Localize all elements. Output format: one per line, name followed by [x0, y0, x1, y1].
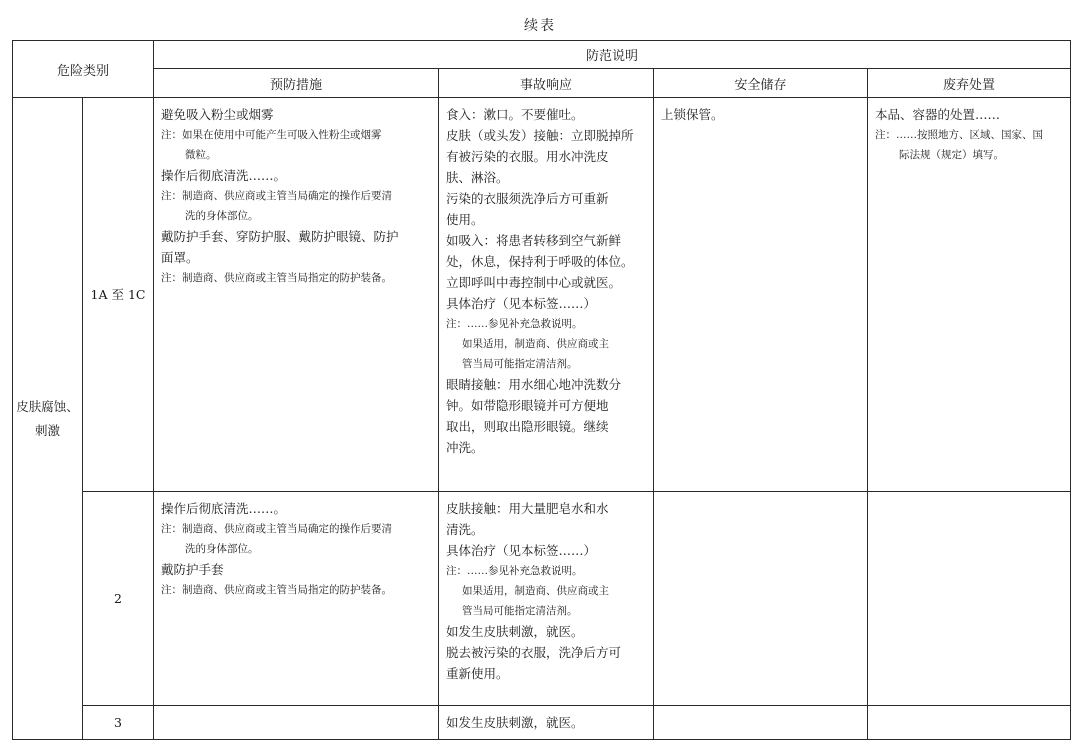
- subcategory-cell: 3: [83, 705, 154, 739]
- response-note-line: 注：……参见补充急救说明。: [446, 318, 583, 331]
- header-disposal: 废弃处置: [868, 69, 1071, 98]
- disposal-line: 本品、容器的处置……: [875, 107, 1001, 123]
- response-line: 眼睛接触：用水细心地冲洗数分: [446, 377, 622, 393]
- prevention-note-line: 注：如果在使用中可能产生可吸入性粉尘或烟雾: [161, 129, 382, 142]
- response-line: 具体治疗（见本标签……）: [446, 542, 597, 558]
- prevention-line: 戴防护手套、穿防护服、戴防护眼镜、防护: [161, 229, 399, 245]
- response-line: 脱去被污染的衣服，洗净后方可: [446, 644, 622, 660]
- prevention-note-line: 洗的身体部位。: [185, 210, 259, 223]
- prevention-note-line: 注：制造商、供应商或主管当局确定的操作后要清: [161, 522, 393, 535]
- prevention-note-line: 注：制造商、供应商或主管当局指定的防护装备。: [161, 272, 393, 285]
- response-line: 重新使用。: [446, 665, 509, 681]
- response-note: [446, 314, 647, 374]
- prevention-note-line: 注：制造商、供应商或主管当局指定的防护装备。: [161, 583, 393, 596]
- header-prevention: 预防措施: [154, 69, 439, 98]
- response-line: 皮肤接触：用大量肥皂水和水: [446, 500, 609, 516]
- response-line: 污染的衣服须洗净后方可重新: [446, 191, 609, 207]
- prevention-note-line: 洗的身体部位。: [185, 542, 259, 555]
- response-cell: [439, 491, 654, 705]
- response-note-line: 管当局可能指定清洁剂。: [462, 604, 578, 617]
- storage-cell: [654, 491, 868, 705]
- response-line: 处，休息，保持利于呼吸的体位。: [446, 254, 634, 270]
- prevention-line: 戴防护手套: [161, 561, 224, 577]
- response-cell: [439, 705, 654, 739]
- header-storage: 安全储存: [654, 69, 868, 98]
- response-line: 取出，则取出隐形眼镜。继续: [446, 419, 609, 435]
- prevention-note: [161, 186, 432, 226]
- header-precaution-statement: 防范说明: [154, 41, 1071, 69]
- prevention-line: 操作后彻底清洗……。: [161, 168, 287, 184]
- subcategory-cell: 2: [83, 491, 154, 705]
- disposal-cell: [868, 98, 1071, 492]
- prevention-line: 面罩。: [161, 250, 199, 266]
- response-line: 有被污染的衣服。用水冲洗皮: [446, 149, 609, 165]
- response-line: 如发生皮肤刺激，就医。: [446, 714, 584, 730]
- prevention-line: 操作后彻底清洗……。: [161, 500, 287, 516]
- storage-line: 上锁保管。: [661, 107, 724, 123]
- response-cell: [439, 98, 654, 492]
- response-line: 清洗。: [446, 521, 484, 537]
- response-line: 如发生皮肤刺激，就医。: [446, 623, 584, 639]
- disposal-cell: [868, 491, 1071, 705]
- response-line: 如吸入：将患者转移到空气新鲜: [446, 233, 622, 249]
- response-line: 具体治疗（见本标签……）: [446, 296, 597, 312]
- prevention-cell: [154, 491, 439, 705]
- header-hazard-category: 危险类别: [13, 41, 154, 98]
- response-line: 立即呼叫中毒控制中心或就医。: [446, 275, 622, 291]
- category-label-line1: 皮肤腐蚀、: [16, 398, 79, 414]
- prevention-line: 避免吸入粉尘或烟雾: [161, 107, 274, 123]
- disposal-note-line: 注：……按照地方、区域、国家、国: [875, 129, 1044, 142]
- response-line: 使用。: [446, 212, 484, 228]
- prevention-note: [161, 519, 432, 559]
- response-line: 食入：漱口。不要催吐。: [446, 107, 584, 123]
- table-row: [13, 98, 1071, 492]
- precaution-table: [12, 40, 1071, 740]
- storage-cell: [654, 98, 868, 492]
- table-row: [13, 705, 1071, 739]
- prevention-note: [161, 125, 432, 165]
- storage-cell: [654, 705, 868, 739]
- response-note-line: 管当局可能指定清洁剂。: [462, 358, 578, 371]
- category-label-line2: 刺激: [34, 422, 60, 438]
- response-note-line: 注：……参见补充急救说明。: [446, 564, 583, 577]
- response-line: 冲洗。: [446, 440, 484, 456]
- response-note-line: 如果适用，制造商、供应商或主: [462, 584, 610, 597]
- disposal-note-line: 际法规（规定）填写。: [899, 149, 1005, 162]
- response-line: 肤、淋浴。: [446, 170, 509, 186]
- subcategory-cell: 1A 至 1C: [83, 98, 154, 492]
- prevention-cell: [154, 98, 439, 492]
- disposal-cell: [868, 705, 1071, 739]
- header-response: 事故响应: [439, 69, 654, 98]
- hazard-category-cell: [13, 98, 83, 740]
- response-line: 钟。如带隐形眼镜并可方便地: [446, 398, 609, 414]
- prevention-note-line: 微粒。: [185, 149, 217, 162]
- disposal-note: [875, 125, 1064, 165]
- table-caption: 续表: [524, 18, 556, 34]
- response-line: 皮肤（或头发）接触：立即脱掉所: [446, 128, 634, 144]
- table-row: [13, 491, 1071, 705]
- prevention-cell: [154, 705, 439, 739]
- response-note-line: 如果适用，制造商、供应商或主: [462, 338, 610, 351]
- prevention-note-line: 注：制造商、供应商或主管当局确定的操作后要清: [161, 190, 393, 203]
- response-note: [446, 561, 647, 621]
